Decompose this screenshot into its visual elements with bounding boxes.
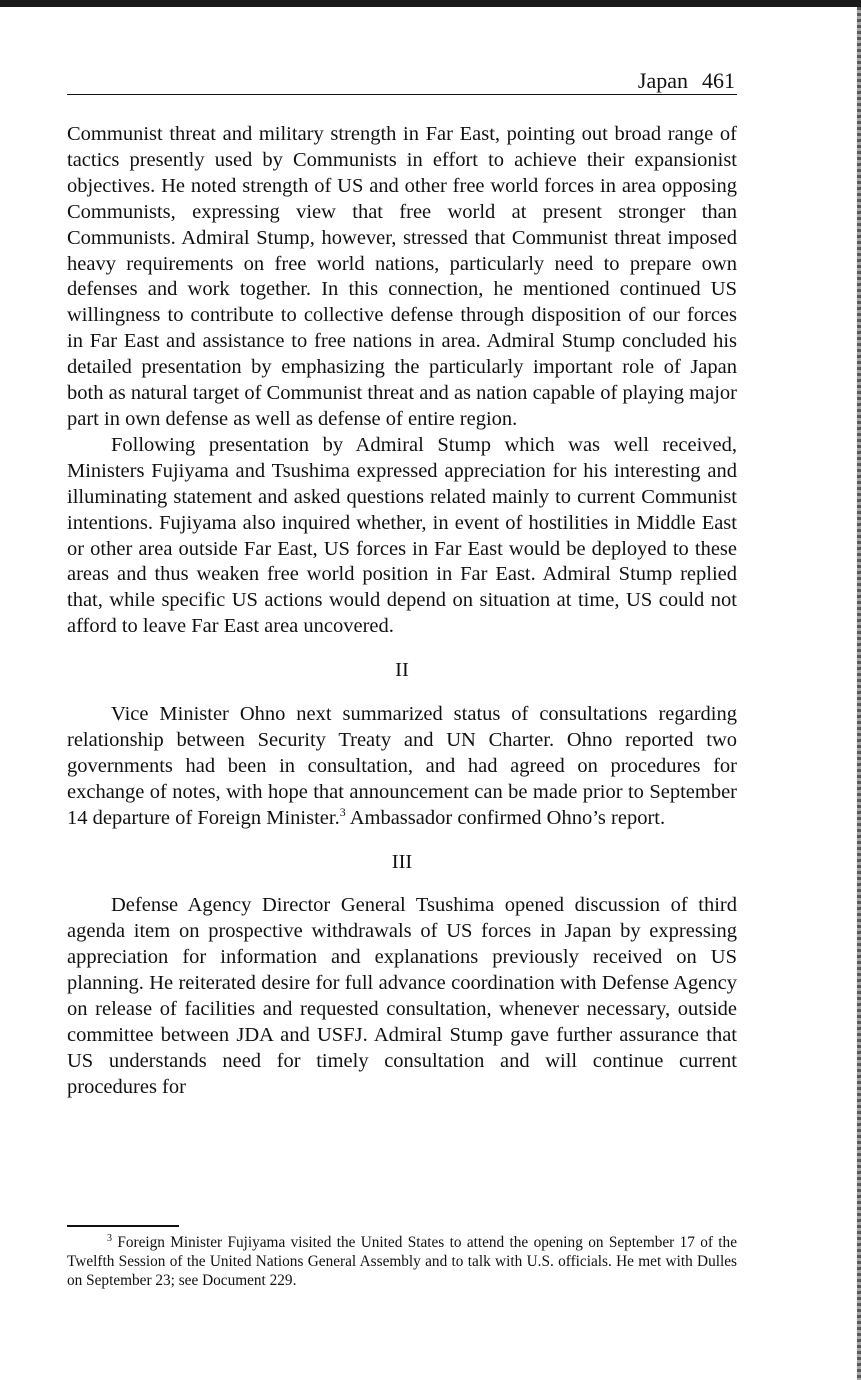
body-text	[67, 122, 737, 1101]
section-2-text-end: Ambassador confirmed Ohno’s report.	[345, 806, 666, 829]
section-2-text: Vice Minister Ohno next summarized status of consultations regarding relationship between Security Treaty and UN Charter. Ohno reported two governments had been in consultation, and had agreed on procedures for exchange of notes, with hope that announcement can be made prior to September 14 departure of Foreign Minister.	[67, 703, 737, 829]
header-text	[638, 67, 735, 94]
section-heading-3: III	[391, 850, 413, 873]
footnote-divider	[67, 1225, 179, 1227]
paragraph-continued: Communist threat and military strength in Far East, pointing out broad range of tactics presently used by Communists in effort to achieve their expansionist objectives. He noted strength of US and other free world forces in area opposing Communists, expressing view that free world at present stronger than Communists. Admiral Stump, however, stressed that Communist threat imposed heavy requirements on free world nations, particularly need to prepare own defenses and work together. In this connection, he mentioned continued US willingness to contribute to collective defense through disposition of our forces in Far East and assistance to free nations in area. Admiral Stump concluded his detailed presentation by emphasizing the particularly important role of Japan both as natural target of Communist threat and as nation capable of playing major part in own defense as well as defense of entire region.	[67, 123, 737, 430]
footnote	[67, 1233, 737, 1290]
scan-right-edge	[857, 7, 861, 1380]
section-3-paragraph: Defense Agency Director General Tsushima opened discussion of third agenda item on prospective withdrawals of US forces in Japan by expressing appreciation for information and explanations previously received on US planning. He reiterated desire for full advance coordination with Defense Agency on release of facilities and requested consultation, whenever necessary, outside committee between JDA and USFJ. Admiral Stump gave further assurance that US understands need for timely consultation and will continue current procedures for	[67, 894, 737, 1098]
paragraph-following-presentation: Following presentation by Admiral Stump which was well received, Ministers Fujiyama and Tsushima expressed appreciation for his interesting and illuminating statement and asked questions related mainly to current Communist intentions. Fujiyama also inquired whether, in event of hostilities in Middle East or other area outside Far East, US forces in Far East would be deployed to these areas and thus weaken free world position in Far East. Admiral Stump replied that, while specific US actions would depend on situation at time, US could not afford to leave Far East area uncovered.	[67, 433, 737, 638]
running-title: Japan	[637, 68, 688, 93]
scan-top-edge	[0, 0, 861, 7]
section-heading-2: II	[395, 659, 409, 682]
footnote-reference: 3	[339, 804, 346, 819]
running-header	[67, 67, 737, 95]
footnote-number: 3	[107, 1232, 112, 1244]
footnote-text: Foreign Minister Fujiyama visited the United States to attend the opening on September 17 of the Twelfth Session of the United Nations General Assembly and to talk with U.S. officials. He met with Dulles on September 23; see Document 229.	[67, 1234, 737, 1289]
page-number: 461	[702, 68, 735, 93]
section-2-paragraph	[67, 702, 737, 832]
